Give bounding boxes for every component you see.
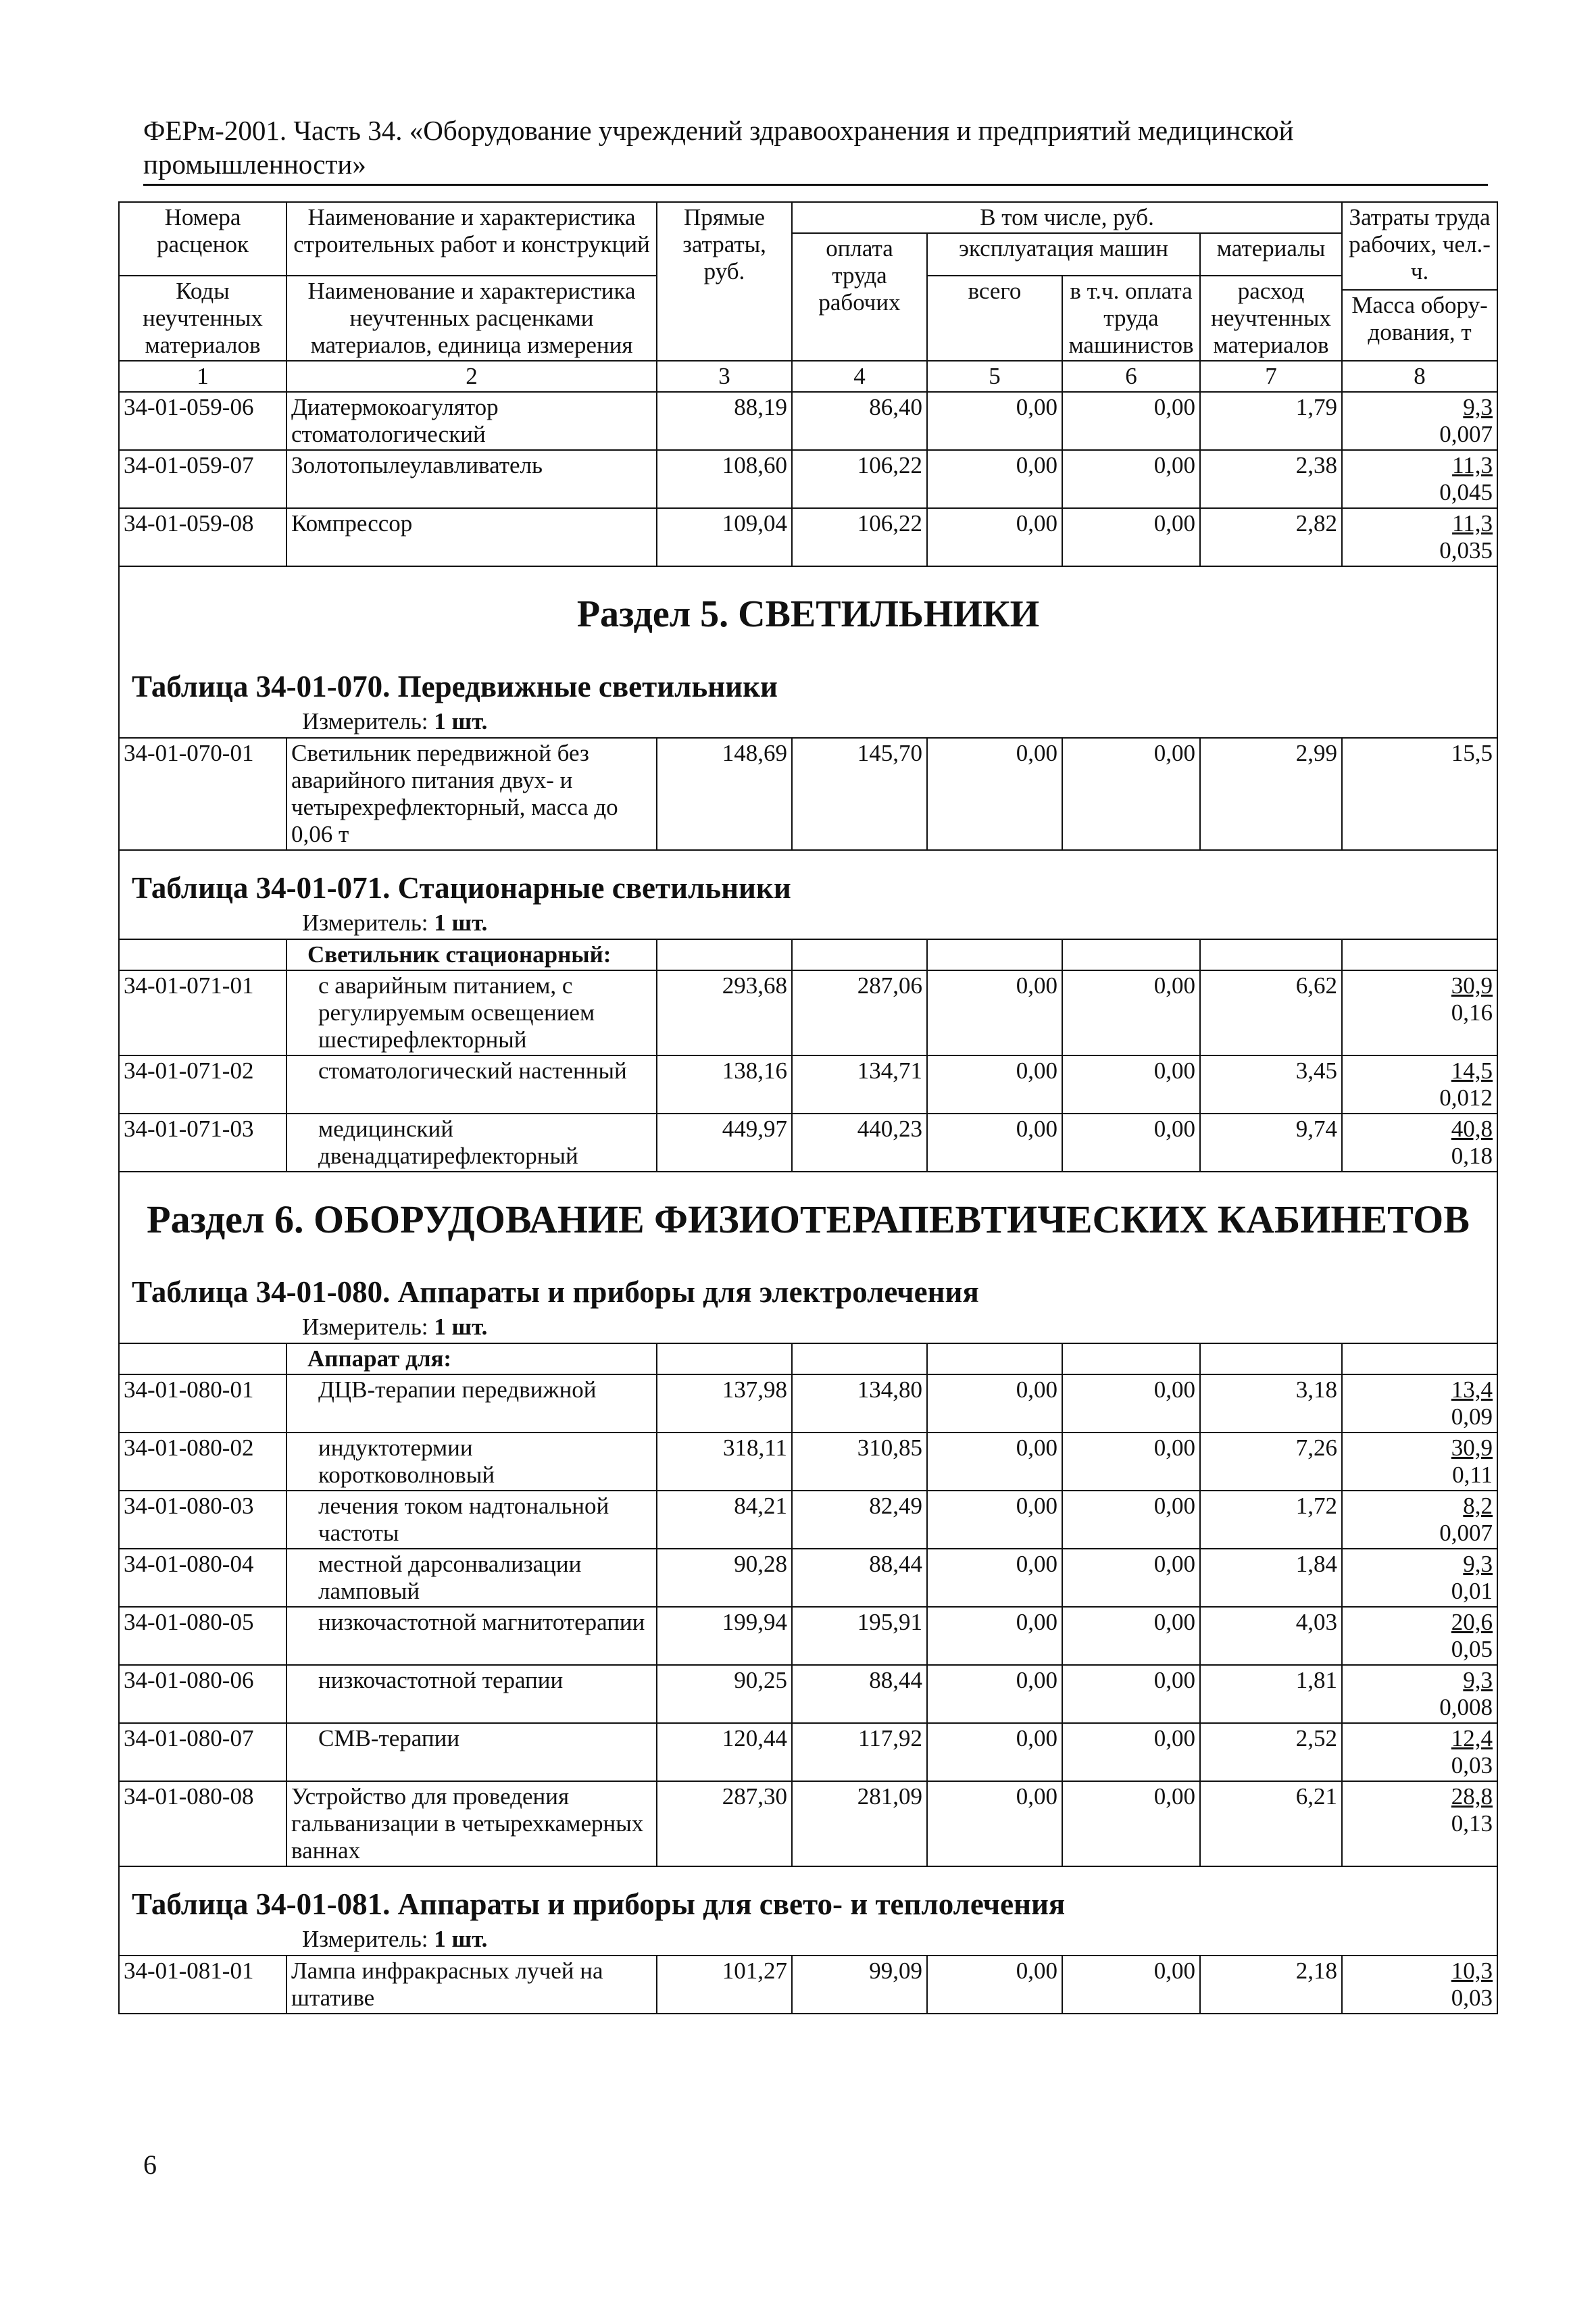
table-071-measure: Измеритель: 1 шт. [302, 910, 488, 936]
equipment-mass: 0,09 [1451, 1403, 1493, 1430]
machines-total: 0,00 [927, 1665, 1062, 1723]
rate-code: 34-01-080-05 [119, 1607, 286, 1665]
labor-hours-mass [1342, 1956, 1497, 2014]
labor-hours-mass [1342, 508, 1497, 566]
rate-name: с аварийным питанием, с регулируемым освещением шестирефлекторный [286, 970, 657, 1055]
equipment-mass: 0,045 [1439, 479, 1493, 505]
labor-hours-mass [1342, 1665, 1497, 1723]
labor-pay: 82,49 [792, 1491, 927, 1549]
labor-hours: 9,3 [1463, 1667, 1493, 1693]
table-080-measure: Измеритель: 1 шт. [302, 1314, 488, 1340]
labor-hours: 10,3 [1451, 1958, 1493, 1984]
col-num-7: 7 [1200, 361, 1342, 392]
materials: 6,62 [1200, 970, 1342, 1055]
materials: 2,38 [1200, 450, 1342, 508]
materials: 1,84 [1200, 1549, 1342, 1607]
table-row [119, 392, 1497, 450]
materials: 2,82 [1200, 508, 1342, 566]
direct-costs: 137,98 [657, 1374, 792, 1433]
rate-code: 34-01-080-02 [119, 1433, 286, 1491]
rate-name: низкочастотной магнитотерапии [286, 1607, 657, 1665]
machinist-pay: 0,00 [1062, 738, 1200, 850]
rate-code: 34-01-071-01 [119, 970, 286, 1055]
table-row [119, 1491, 1497, 1549]
rate-name: медицинский двенадцатирефлекторный [286, 1114, 657, 1172]
direct-costs: 108,60 [657, 450, 792, 508]
table-row [119, 1781, 1497, 1866]
labor-hours: 12,4 [1451, 1725, 1493, 1751]
machines-total: 0,00 [927, 392, 1062, 450]
rate-name: индуктотермии коротковолновый [286, 1433, 657, 1491]
materials: 9,74 [1200, 1114, 1342, 1172]
col-machines-total: всего [927, 276, 1062, 361]
col-including: В том числе, руб. [792, 202, 1342, 233]
col-rate-number: Номера расценок [119, 202, 286, 276]
col-num-5: 5 [927, 361, 1062, 392]
col-num-6: 6 [1062, 361, 1200, 392]
table-row [119, 1956, 1497, 2014]
col-num-3: 3 [657, 361, 792, 392]
rate-name: стоматологический настенный [286, 1055, 657, 1114]
materials: 1,81 [1200, 1665, 1342, 1723]
labor-pay: 86,40 [792, 392, 927, 450]
rate-name: Лампа инфракрасных лучей на штативе [286, 1956, 657, 2014]
rate-code: 34-01-070-01 [119, 738, 286, 850]
col-materials: материалы [1200, 233, 1342, 276]
machines-total: 0,00 [927, 1781, 1062, 1866]
col-material-names: Наименование и характеристика неучтенных расценками материалов, единица измерения [286, 276, 657, 361]
table-row [119, 738, 1497, 850]
labor-hours: 11,3 [1452, 452, 1493, 478]
header-rule [143, 184, 1488, 186]
equipment-mass: 0,03 [1451, 1985, 1493, 2011]
machinist-pay: 0,00 [1062, 1781, 1200, 1866]
labor-hours-mass [1342, 1549, 1497, 1607]
table-row [119, 1114, 1497, 1172]
machines-total: 0,00 [927, 508, 1062, 566]
rate-name: Светильник передвижной без аварийного питания двух- и четырехрефлекторный, масса до 0,06 т [286, 738, 657, 850]
equipment-mass: 0,11 [1452, 1462, 1493, 1488]
labor-hours: 28,8 [1451, 1783, 1493, 1810]
labor-pay: 134,80 [792, 1374, 927, 1433]
materials: 1,72 [1200, 1491, 1342, 1549]
equipment-mass: 0,03 [1451, 1752, 1493, 1778]
materials: 2,18 [1200, 1956, 1342, 2014]
table-071-band [119, 850, 1497, 939]
machinist-pay: 0,00 [1062, 1374, 1200, 1433]
rate-code: 34-01-080-07 [119, 1723, 286, 1781]
document-body [118, 201, 1497, 2014]
labor-pay: 106,22 [792, 450, 927, 508]
group-label: Аппарат для: [286, 1343, 657, 1374]
direct-costs: 120,44 [657, 1723, 792, 1781]
machines-total: 0,00 [927, 450, 1062, 508]
materials: 2,99 [1200, 738, 1342, 850]
col-work-name: Наименование и характеристика строительных работ и конструкций [286, 202, 657, 276]
labor-pay: 106,22 [792, 508, 927, 566]
labor-hours: 11,3 [1452, 510, 1493, 537]
labor-pay: 440,23 [792, 1114, 927, 1172]
direct-costs: 90,28 [657, 1549, 792, 1607]
machinist-pay: 0,00 [1062, 1956, 1200, 2014]
table-row [119, 1607, 1497, 1665]
equipment-mass: 0,01 [1451, 1578, 1493, 1604]
equipment-mass: 0,012 [1439, 1085, 1493, 1111]
rate-code: 34-01-071-02 [119, 1055, 286, 1114]
col-material-codes: Коды неучтенных материалов [119, 276, 286, 361]
labor-hours-mass [1342, 1433, 1497, 1491]
rate-code: 34-01-081-01 [119, 1956, 286, 2014]
equipment-mass: 0,13 [1451, 1810, 1493, 1837]
rate-name: Золотопылеулавливатель [286, 450, 657, 508]
machines-total: 0,00 [927, 1114, 1062, 1172]
direct-costs: 318,11 [657, 1433, 792, 1491]
rate-name: ДЦВ-терапии передвижной [286, 1374, 657, 1433]
rate-code: 34-01-080-01 [119, 1374, 286, 1433]
machinist-pay: 0,00 [1062, 1055, 1200, 1114]
labor-hours: 9,3 [1463, 394, 1493, 420]
equipment-mass: 0,007 [1439, 1520, 1493, 1546]
materials: 6,21 [1200, 1781, 1342, 1866]
rate-code: 34-01-059-08 [119, 508, 286, 566]
group-label: Светильник стационарный: [286, 939, 657, 970]
column-header-row-1 [119, 202, 1497, 233]
col-material-usage: расход неучтенных материалов [1200, 276, 1342, 361]
rate-code: 34-01-059-07 [119, 450, 286, 508]
machines-total: 0,00 [927, 1491, 1062, 1549]
labor-hours-mass [1342, 450, 1497, 508]
col-machinist-pay: в т.ч. оплата труда машинистов [1062, 276, 1200, 361]
equipment-mass: 0,16 [1451, 999, 1493, 1026]
labor-hours: 8,2 [1463, 1493, 1493, 1519]
machines-total: 0,00 [927, 1549, 1062, 1607]
materials: 4,03 [1200, 1607, 1342, 1665]
col-num-8: 8 [1342, 361, 1497, 392]
header-line-1: ФЕРм-2001. Часть 34. «Оборудование учреждений здравоохранения и предприятий медицинской [143, 115, 1294, 146]
labor-pay: 88,44 [792, 1549, 927, 1607]
table-070-title: Таблица 34-01-070. Передвижные светильники [132, 670, 778, 703]
equipment-mass: 0,05 [1451, 1636, 1493, 1662]
rate-code: 34-01-080-06 [119, 1665, 286, 1723]
rate-name: местной дарсонвализации ламповый [286, 1549, 657, 1607]
table-row [119, 1374, 1497, 1433]
table-row [119, 1549, 1497, 1607]
table-row [119, 1433, 1497, 1491]
labor-pay: 195,91 [792, 1607, 927, 1665]
running-header [143, 114, 1488, 181]
machinist-pay: 0,00 [1062, 1114, 1200, 1172]
equipment-mass: 0,007 [1439, 421, 1493, 447]
machines-total: 0,00 [927, 1723, 1062, 1781]
section-6-band [119, 1172, 1497, 1343]
machinist-pay: 0,00 [1062, 1723, 1200, 1781]
col-num-2: 2 [286, 361, 657, 392]
table-080-title: Таблица 34-01-080. Аппараты и приборы для электролечения [132, 1275, 979, 1309]
materials: 7,26 [1200, 1433, 1342, 1491]
table-row [119, 1055, 1497, 1114]
rate-name: низкочастотной терапии [286, 1665, 657, 1723]
machinist-pay: 0,00 [1062, 1549, 1200, 1607]
table-070-measure: Измеритель: 1 шт. [302, 708, 488, 735]
direct-costs: 293,68 [657, 970, 792, 1055]
table-081-title: Таблица 34-01-081. Аппараты и приборы для свето- и теплолечения [132, 1887, 1066, 1921]
labor-pay: 310,85 [792, 1433, 927, 1491]
labor-pay: 281,09 [792, 1781, 927, 1866]
equipment-mass: 0,035 [1439, 537, 1493, 564]
labor-pay: 117,92 [792, 1723, 927, 1781]
labor-pay: 88,44 [792, 1665, 927, 1723]
table-081-band [119, 1866, 1497, 1956]
labor-hours: 14,5 [1451, 1057, 1493, 1084]
labor-hours: 30,9 [1451, 972, 1493, 999]
machines-total: 0,00 [927, 970, 1062, 1055]
group-row [119, 1343, 1497, 1374]
table-071-title: Таблица 34-01-071. Стационарные светильники [132, 871, 791, 905]
direct-costs: 449,97 [657, 1114, 792, 1172]
machinist-pay: 0,00 [1062, 392, 1200, 450]
col-labor-hours: Затраты труда рабочих, чел.-ч. [1342, 202, 1497, 290]
section-6-title: Раздел 6. ОБОРУДОВАНИЕ ФИЗИОТЕРАПЕВТИЧЕСКИХ КАБИНЕТОВ [147, 1197, 1470, 1241]
table-row [119, 1723, 1497, 1781]
labor-hours-mass [1342, 1491, 1497, 1549]
labor-pay: 145,70 [792, 738, 927, 850]
labor-hours-mass [1342, 970, 1497, 1055]
table-row [119, 450, 1497, 508]
machines-total: 0,00 [927, 1433, 1062, 1491]
header-line-2: промышленности» [143, 149, 366, 180]
direct-costs: 84,21 [657, 1491, 792, 1549]
machinist-pay: 0,00 [1062, 1607, 1200, 1665]
materials: 3,45 [1200, 1055, 1342, 1114]
rate-code: 34-01-059-06 [119, 392, 286, 450]
materials: 3,18 [1200, 1374, 1342, 1433]
col-labor-pay: оплата труда рабочих [792, 233, 927, 361]
machinist-pay: 0,00 [1062, 1491, 1200, 1549]
labor-hours: 20,6 [1451, 1609, 1493, 1635]
section-5-band [119, 566, 1497, 738]
col-num-4: 4 [792, 361, 927, 392]
rate-name: Компрессор [286, 508, 657, 566]
labor-pay: 287,06 [792, 970, 927, 1055]
labor-hours: 9,3 [1463, 1551, 1493, 1577]
table-row [119, 1665, 1497, 1723]
column-number-row [119, 361, 1497, 392]
labor-hours-mass [1342, 1055, 1497, 1114]
direct-costs: 101,27 [657, 1956, 792, 2014]
table-081-measure: Измеритель: 1 шт. [302, 1926, 488, 1952]
materials: 1,79 [1200, 392, 1342, 450]
direct-costs: 148,69 [657, 738, 792, 850]
labor-pay: 99,09 [792, 1956, 927, 2014]
table-row [119, 508, 1497, 566]
labor-pay: 134,71 [792, 1055, 927, 1114]
direct-costs: 199,94 [657, 1607, 792, 1665]
direct-costs: 90,25 [657, 1665, 792, 1723]
col-equipment-mass: Масса обору-дования, т [1342, 290, 1497, 361]
machines-total: 0,00 [927, 1956, 1062, 2014]
table-row [119, 970, 1497, 1055]
rate-name: лечения током надтональной частоты [286, 1491, 657, 1549]
rate-name: Устройство для проведения гальванизации в четырехкамерных ваннах [286, 1781, 657, 1866]
group-row [119, 939, 1497, 970]
labor-hours: 15,5 [1342, 738, 1497, 850]
direct-costs: 287,30 [657, 1781, 792, 1866]
equipment-mass: 0,008 [1439, 1694, 1493, 1720]
machinist-pay: 0,00 [1062, 970, 1200, 1055]
machines-total: 0,00 [927, 1374, 1062, 1433]
labor-hours: 40,8 [1451, 1116, 1493, 1142]
machines-total: 0,00 [927, 1055, 1062, 1114]
col-machines: эксплуатация машин [927, 233, 1200, 276]
materials: 2,52 [1200, 1723, 1342, 1781]
labor-hours-mass [1342, 1114, 1497, 1172]
labor-hours: 30,9 [1451, 1435, 1493, 1461]
page-number: 6 [143, 2149, 157, 2180]
labor-hours: 13,4 [1451, 1376, 1493, 1403]
section-5-title: Раздел 5. СВЕТИЛЬНИКИ [576, 593, 1040, 635]
direct-costs: 138,16 [657, 1055, 792, 1114]
labor-hours-mass [1342, 1607, 1497, 1665]
machinist-pay: 0,00 [1062, 508, 1200, 566]
labor-hours-mass [1342, 1723, 1497, 1781]
rate-code: 34-01-071-03 [119, 1114, 286, 1172]
machinist-pay: 0,00 [1062, 1433, 1200, 1491]
rate-name: СМВ-терапии [286, 1723, 657, 1781]
machines-total: 0,00 [927, 738, 1062, 850]
rate-code: 34-01-080-08 [119, 1781, 286, 1866]
equipment-mass: 0,18 [1451, 1143, 1493, 1169]
rate-code: 34-01-080-04 [119, 1549, 286, 1607]
labor-hours-mass [1342, 392, 1497, 450]
machinist-pay: 0,00 [1062, 1665, 1200, 1723]
machinist-pay: 0,00 [1062, 450, 1200, 508]
labor-hours-mass [1342, 1374, 1497, 1433]
rates-table [118, 201, 1498, 2014]
machines-total: 0,00 [927, 1607, 1062, 1665]
col-direct-costs: Прямые затраты, руб. [657, 202, 792, 361]
direct-costs: 109,04 [657, 508, 792, 566]
rate-name: Диатермокоагулятор стоматологический [286, 392, 657, 450]
col-num-1: 1 [119, 361, 286, 392]
rate-code: 34-01-080-03 [119, 1491, 286, 1549]
direct-costs: 88,19 [657, 392, 792, 450]
labor-hours-mass [1342, 1781, 1497, 1866]
